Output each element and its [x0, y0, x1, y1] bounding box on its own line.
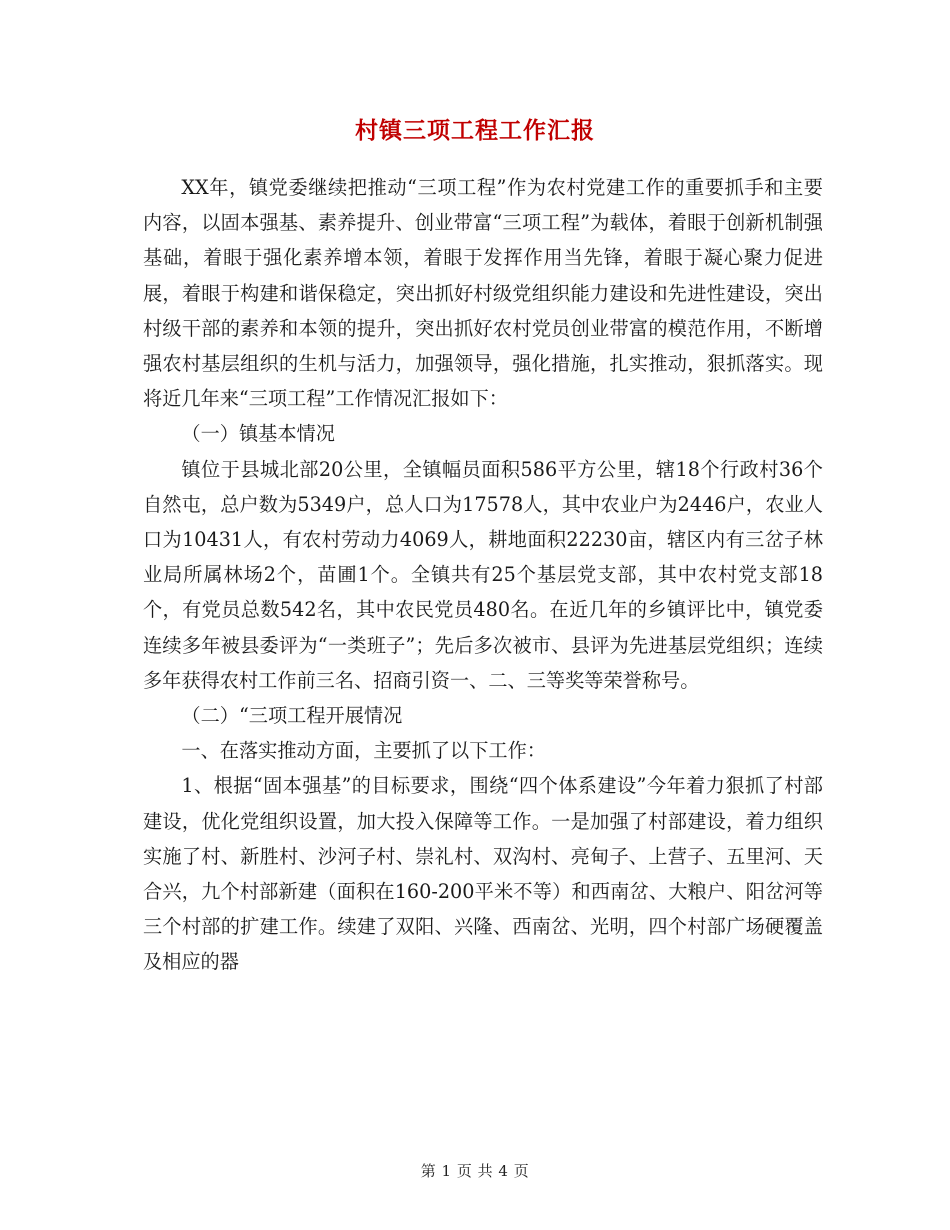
basic-info-paragraph: 镇位于县城北部20公里，全镇幅员面积586平方公里，辖18个行政村36个自然屯，总户数为5349户，总人口为17578人，其中农业户为2446户，农业人口为10431人，有农村劳动力4069人，耕地面积22230亩，辖区内有三岔子林业局所属林场2个，苗圃1个。全镇共有25个基层党支部，其中农村党支部18个，有党员总数542名，其中农民党员480名。在近几年的乡镇评比中，镇党委连续多年被县委评为“一类班子”；先后多次被市、县评为先进基层党组织；连续多年获得农村工作前三名、招商引资一、二、三等奖等荣誉称号。 [143, 457, 823, 692]
page-number-footer: 第 1 页 共 4 页 [420, 1162, 530, 1180]
section-heading-basic-info: （一）镇基本情况 [181, 422, 335, 446]
subsection-heading-implementation: 一、在落实推动方面，主要抓了以下工作： [181, 739, 546, 763]
intro-paragraph: XX年，镇党委继续把推动“三项工程”作为农村党建工作的重要抓手和主要内容，以固本强基、素养提升、创业带富“三项工程”为载体，着眼于创新机制强基础，着眼于强化素养增本领，着眼于发挥作用当先锋，着眼于凝心聚力促进展，着眼于构建和谐保稳定，突出抓好村级党组织能力建设和先进性建设，突出村级干部的素养和本领的提升，突出抓好农村党员创业带富的模范作用，不断增强农村基层组织的生机与活力，加强领导，强化措施，扎实推动，狠抓落实。现将近几年来“三项工程”工作情况汇报如下： [143, 176, 823, 411]
section-heading-progress: （二）“三项工程开展情况 [181, 704, 403, 728]
document-title: 村镇三项工程工作汇报 [355, 117, 595, 144]
document-body [143, 170, 823, 980]
implementation-paragraph: 1、根据“固本强基”的目标要求，围绕“四个体系建设”今年着力狠抓了村部建设，优化党组织设置，加大投入保障等工作。一是加强了村部建设，着力组织实施了村、新胜村、沙河子村、崇礼村、双沟村、亮甸子、上营子、五里河、天合兴，九个村部新建（面积在160-200平米不等）和西南岔、大粮户、阳岔河等三个村部的扩建工作。续建了双阳、兴隆、西南岔、光明，四个村部广场硬覆盖及相应的器 [143, 774, 823, 974]
